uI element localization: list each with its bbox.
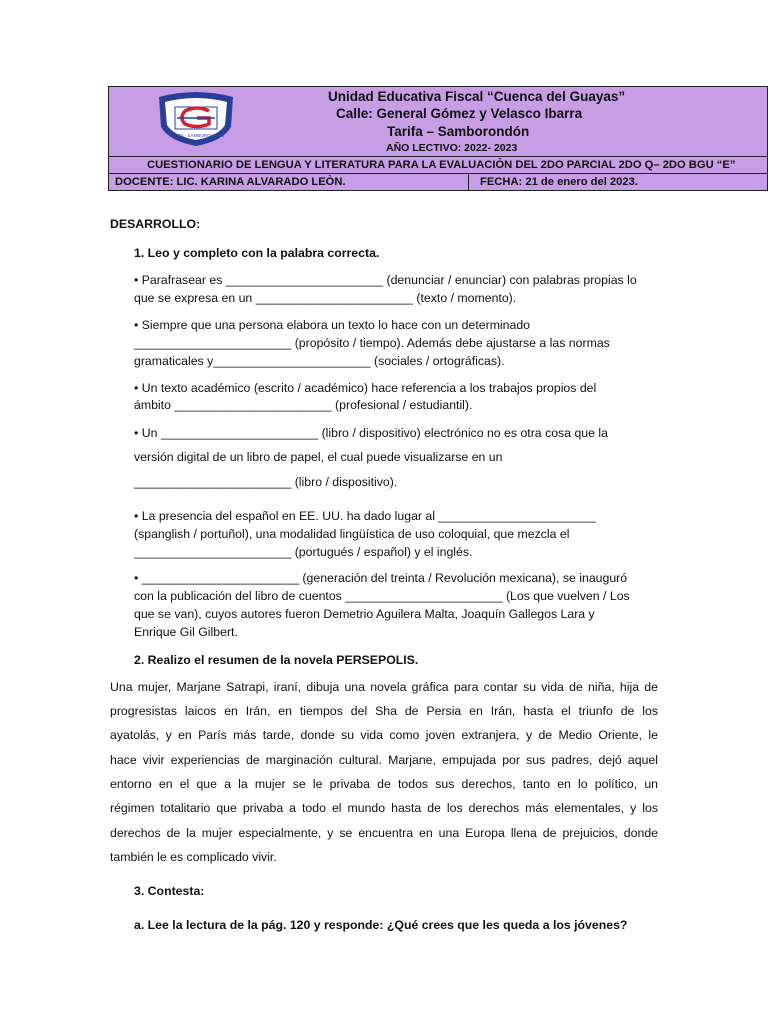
- q2-paragraph-line: también le es complicado vivir.: [110, 850, 277, 864]
- q1-line: que se van), cuyos autores fueron Demetrio Aguilera Malta, Joaquín Gallegos Lara y: [134, 607, 595, 621]
- header-top-row: [109, 87, 767, 157]
- q1-line: (spanglish / portuñol), una modalidad lingüística de uso coloquial, que mezcla el: [134, 527, 570, 541]
- q1-line: • La presencia del español en EE. UU. ha dado lugar al _______________________: [134, 509, 596, 523]
- q1-line: • Siempre que una persona elabora un texto lo hace con un determinado: [134, 318, 531, 332]
- q1-line: gramaticales y_______________________ (sociales / ortográficas).: [134, 354, 505, 368]
- q1-line: • _______________________ (generación del treinta / Revolución mexicana), se inauguró: [134, 571, 628, 585]
- questionnaire-title: CUESTIONARIO DE LENGUA Y LITERATURA PARA LA EVALUACIÒN DEL 2DO PARCIAL 2DO Q– 2DO BGU “E”: [109, 157, 767, 174]
- q1-line: versión digital de un libro de papel, el cual puede visualizarse en un: [134, 450, 503, 464]
- q1-line: que se expresa en un _______________________ (texto / momento).: [134, 291, 517, 305]
- school-logo-shield-icon: [153, 91, 239, 147]
- q1-line: • Un _______________________ (libro / dispositivo) electrónico no es otra cosa que la: [134, 426, 608, 440]
- q1-line: _______________________ (portugués / español) y el inglés.: [134, 545, 473, 559]
- q2-paragraph-line: derechos de la mujer especialmente, y se encuentra en una Europa llena de prejuicios, donde: [110, 826, 658, 840]
- q2-paragraph-line: entorno en el que a la mujer se le privaba de todos sus derechos, tanto en lo político, un: [110, 777, 658, 791]
- q1-line: • Un texto académico (escrito / académico) hace referencia a los trabajos propios del: [134, 381, 597, 395]
- school-location: Tarifa – Samborondón: [387, 124, 530, 139]
- svg-text:TARIFA - SAMBORONDÓN: TARIFA - SAMBORONDÓN: [168, 133, 224, 138]
- q3-item-a: a. Lee la lectura de la pág. 120 y responde: ¿Qué crees que les queda a los jóvenes?: [134, 918, 628, 932]
- header-info-row: [109, 174, 767, 190]
- q2-paragraph-line: régimen totalitario que privaba a todo el mundo hasta de los derechos más elementales, y los: [110, 801, 658, 815]
- q1-line: con la publicación del libro de cuentos _______________________ (Los que vuelven / Los: [134, 589, 630, 603]
- q1-line: • Parafrasear es _______________________ (denunciar / enunciar) con palabras propias lo: [134, 273, 637, 287]
- header-table: [108, 86, 768, 191]
- q2-paragraph-line: hace vivir experiencias de marginación cultural. Marjane, empujada por sus padres, dejó aquel: [110, 753, 658, 767]
- q1-line: _______________________ (libro / dispositivo).: [134, 475, 398, 489]
- q1-line: _______________________ (propósito / tiempo). Además debe ajustarse a las normas: [134, 336, 610, 350]
- q2-heading: 2. Realizo el resumen de la novela PERSEPOLIS.: [134, 653, 419, 667]
- school-year: AÑO LECTIVO: 2022- 2023: [386, 142, 518, 154]
- school-name: Unidad Educativa Fiscal “Cuenca del Guayas”: [328, 89, 626, 104]
- q1-heading: 1. Leo y completo con la palabra correcta.: [134, 246, 380, 260]
- q1-line: ámbito _______________________ (profesional / estudiantil).: [134, 398, 473, 412]
- q2-paragraph-line: ayatolás, y en París más tarde, donde su vida como joven extranjera, y de Medio Oriente, le: [110, 728, 658, 742]
- school-street: Calle: General Gómez y Velasco Ibarra: [336, 106, 583, 121]
- q2-paragraph-line: Una mujer, Marjane Satrapi, iraní, dibuja una novela gráfica para contar su vida de niña, hija de: [110, 680, 658, 694]
- teacher-name: DOCENTE: LIC. KARINA ALVARADO LEÒN.: [109, 174, 469, 190]
- section-title: DESARROLLO:: [110, 217, 201, 231]
- exam-date: FECHA: 21 de enero del 2023.: [480, 176, 638, 188]
- q3-heading: 3. Contesta:: [134, 884, 205, 898]
- q1-line: Enrique Gil Gilbert.: [134, 625, 238, 639]
- q2-paragraph-line: progresistas laicos en Irán, en tiempos del Sha de Persia en Irán, hasta el triunfo de los: [110, 704, 658, 718]
